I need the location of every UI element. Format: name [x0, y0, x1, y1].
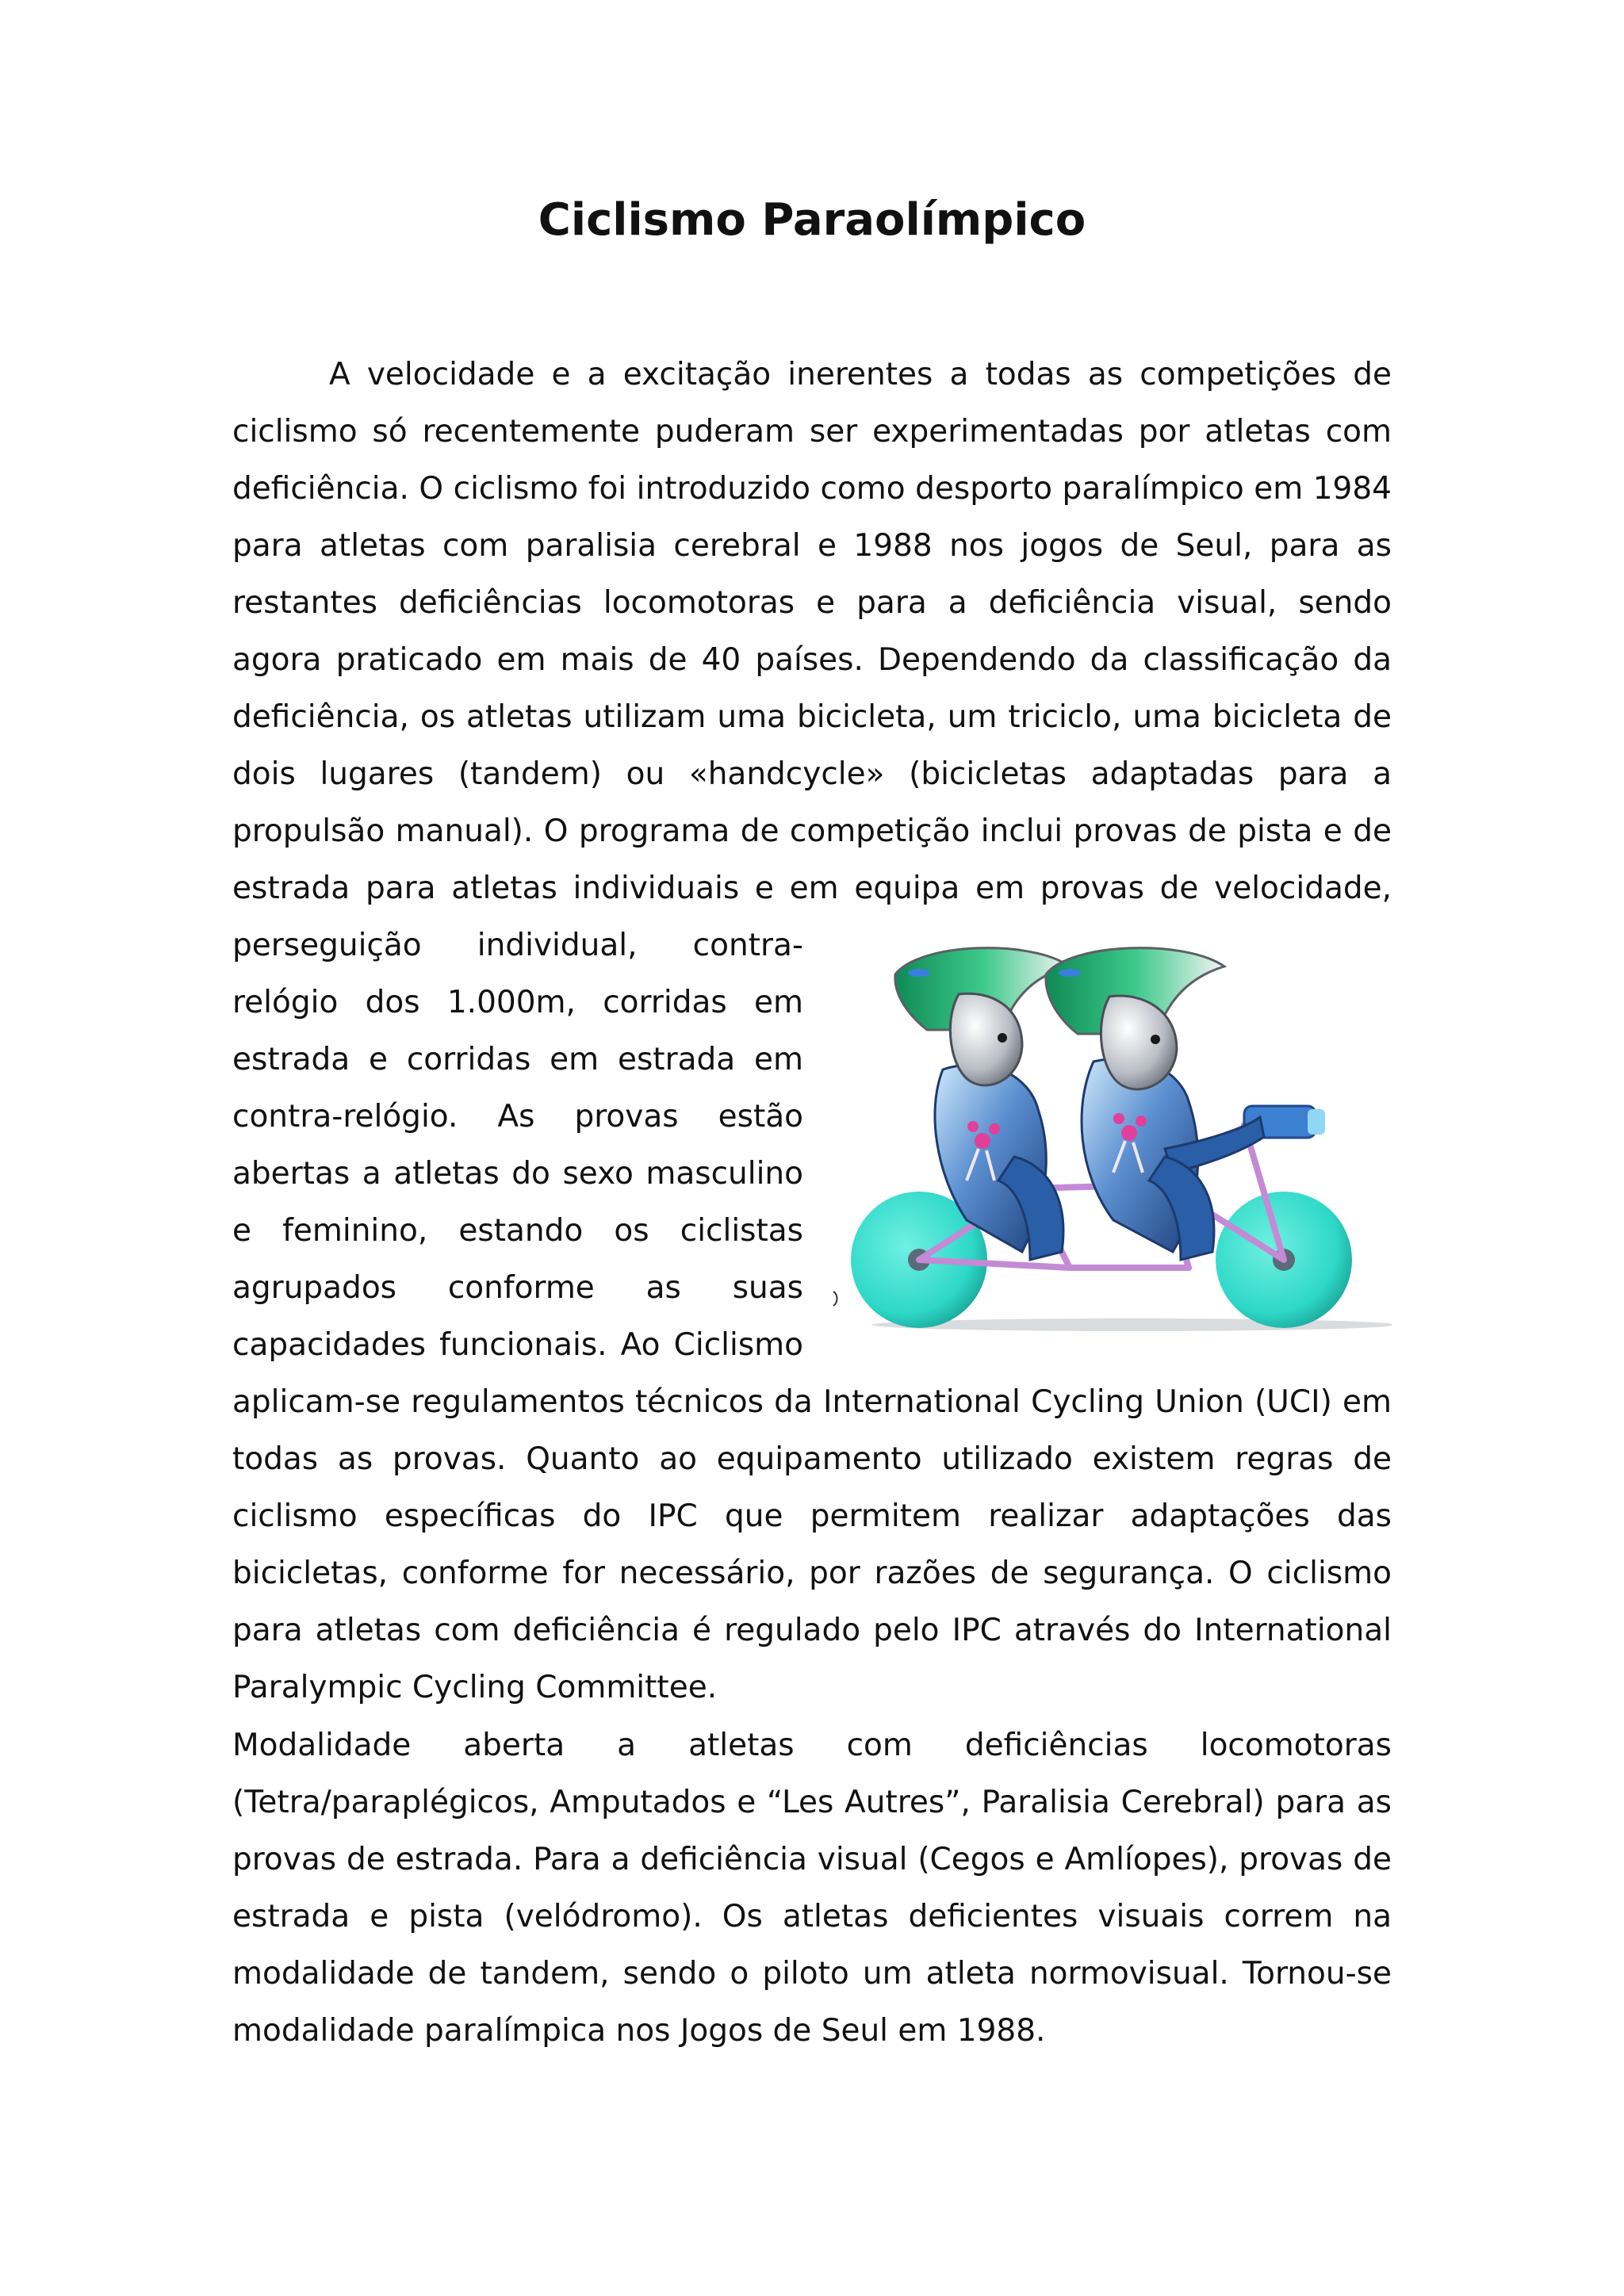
tandem-bicycle-illustration: [832, 919, 1392, 1352]
body-paragraph-1: [232, 346, 1392, 1716]
paragraph-1-text: A velocidade e a excitação inerentes a todas as competições de ciclismo só recentemente puderam ser experimentadas por atletas com deficiência. O ciclismo foi introduzido como desporto paralímpico em 1984 para atletas com paralisia cerebral e 1988 nos jogos de Seul, para as restantes deficiências locomotoras e para a deficiência visual, sendo agora praticado em mais de 40 países. Dependendo da classificação da deficiência, os atletas utilizam uma bicicleta, um triciclo, uma bicicleta de dois lugares (tandem) ou «handcycle» (bicicletas adaptadas para a propulsão manual). O programa de competição inclui provas de pista e de estrada para atletas individuais e em equipa em provas de velocidade, perseguição individual, contra-relógio dos 1.000m, corridas em estrada e corridas em estrada em contra-relógio. As provas estão abertas a atletas do sexo masculino e feminino, estando os ciclistas agrupados conforme as suas capacidades funcionais. Ao Ciclismo aplicam-se regulamentos técnicos da International Cycling Union (UCI) em todas as provas. Quanto ao equipamento utilizado existem regras de ciclismo específicas do IPC que permitem realizar adaptações das bicicletas, conforme for necessário, por razões de segurança. O ciclismo para atletas com deficiência é regulado pelo IPC através do International Paralympic Cycling Committee.: [232, 357, 1392, 1705]
body-paragraph-2: Modalidade aberta a atletas com deficiências locomotoras (Tetra/paraplégicos, Amputados e “Les Autres”, Paralisia Cerebral) para as provas de estrada. Para a deficiência visual (Cegos e Amlíopes), provas de estrada e pista (velódromo). Os atletas deficientes visuais correm na modalidade de tandem, sendo o piloto um atleta normovisual. Tornou-se modalidade paralímpica nos Jogos de Seul em 1988.: [232, 1728, 1392, 2049]
page-title: Ciclismo Paraolímpico: [538, 194, 1086, 246]
tandem-bicycle-mascots-icon: [832, 919, 1392, 1352]
